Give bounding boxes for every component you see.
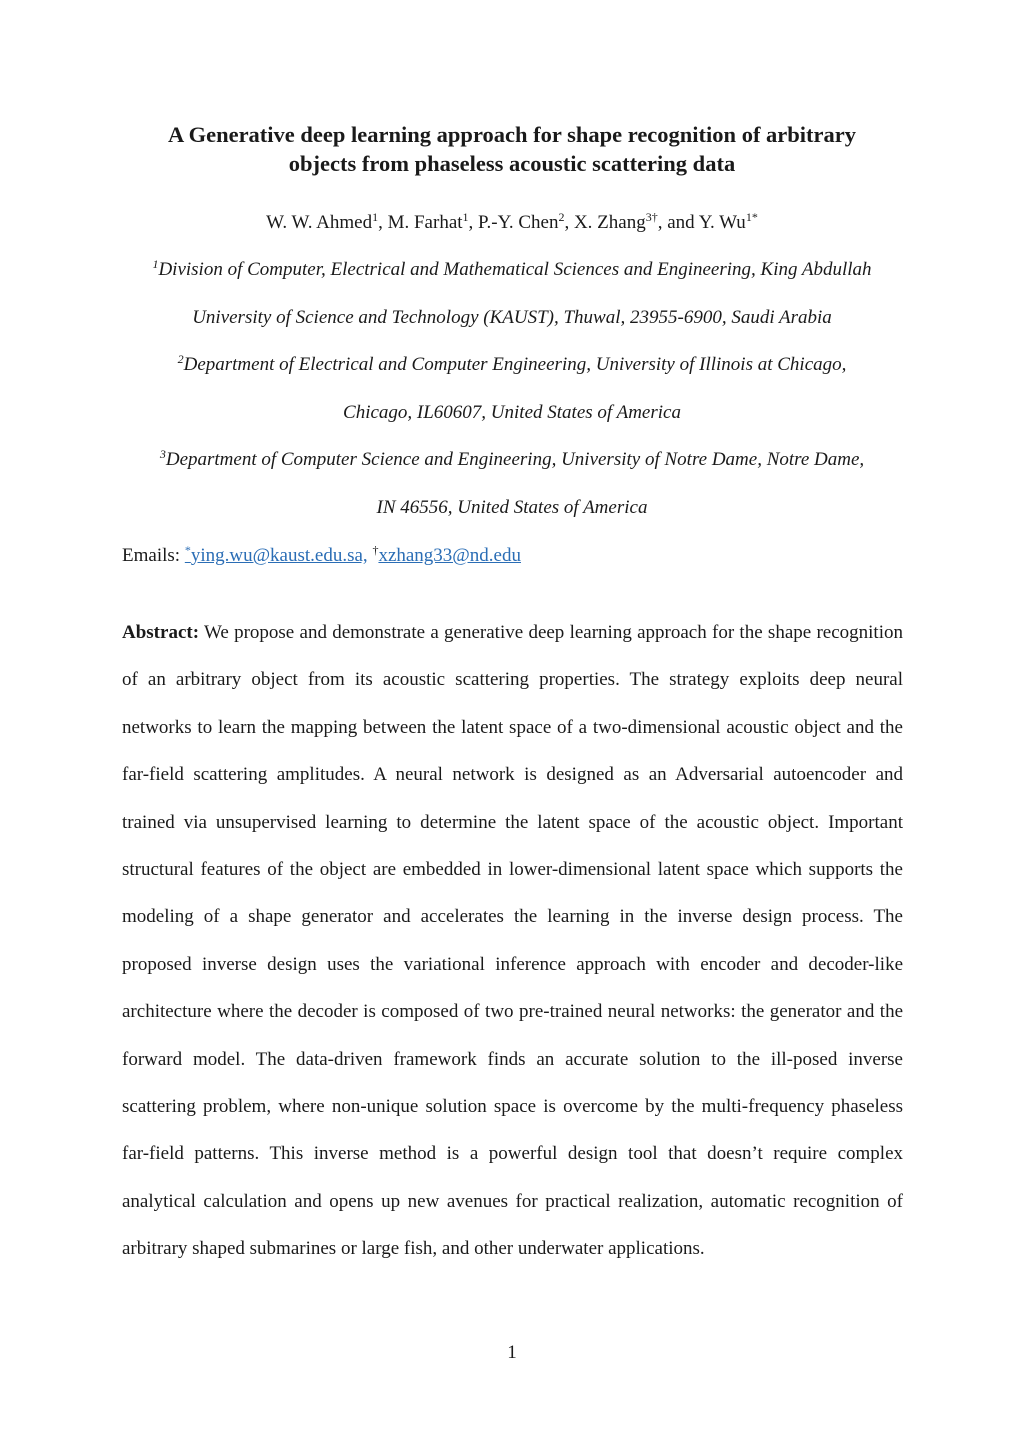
affiliation-text: Department of Electrical and Computer Engineering, University of Illinois at Chicago,	[183, 354, 847, 375]
email-address-1: ying.wu@kaust.edu.sa,	[190, 545, 368, 566]
affiliation-mark: 1	[152, 257, 159, 271]
email-link-1[interactable]	[185, 545, 368, 566]
affiliation-1-line-2: University of Science and Technology (KAUST), Thuwal, 23955-6900, Saudi Arabia	[192, 307, 832, 328]
title-line-2: objects from phaseless acoustic scattering data	[288, 151, 736, 176]
author-separator: ,	[378, 212, 388, 233]
affiliation-text: Department of Computer Science and Engineering, University of Notre Dame, Notre Dame,	[165, 449, 865, 470]
email-mark-1: *	[184, 543, 191, 557]
email-link-2[interactable]: xzhang33@nd.edu	[378, 545, 521, 566]
affiliation-mark: 2	[177, 352, 184, 366]
title-line-1: A Generative deep learning approach for shape recognition of arbitrary	[167, 122, 857, 147]
page-number: 1	[507, 1342, 517, 1363]
paper-title	[100, 120, 924, 178]
emails-label: Emails:	[122, 545, 185, 566]
affiliation-text: Division of Computer, Electrical and Mathematical Sciences and Engineering, King Abdullah	[158, 259, 872, 280]
author-affil-mark: 1	[462, 210, 469, 224]
author-separator: ,	[564, 212, 574, 233]
affiliation-2-line-2: Chicago, IL60607, United States of America	[343, 402, 681, 423]
affiliation-mark: 3	[159, 447, 166, 461]
author-affil-mark: 3†	[645, 210, 658, 224]
abstract-text: We propose and demonstrate a generative deep learning approach for the shape recognition of an arbitrary object from its acoustic scattering properties. The strategy exploits deep neural networks to learn the mapping between the latent space of a two-dimensional acoustic object and the far-field scattering amplitudes. A neural network is designed as an Adversarial autoencoder and trained via unsupervised learning to determine the latent space of the acoustic object. Important structural features of the object are embedded in lower-dimensional latent space which supports the modeling of a shape generator and accelerates the learning in the inverse design process. The proposed inverse design uses the variational inference approach with encoder and decoder-like architecture where the decoder is composed of two pre-trained neural networks: the generator and the forward model. The data-driven framework finds an accurate solution to the ill-posed inverse scattering problem, where non-unique solution space is overcome by the multi-frequency phaseless far-field patterns. This inverse method is a powerful design tool that doesn’t require complex analytical calculation and opens up new avenues for practical realization, automatic recognition of arbitrary shaped submarines or large fish, and other underwater applications.	[122, 622, 903, 1260]
abstract-paragraph	[122, 609, 903, 1273]
emails-line	[122, 542, 521, 570]
author-name: M. Farhat	[387, 212, 463, 233]
abstract-label: Abstract:	[122, 622, 200, 643]
author-name: Y. Wu	[698, 212, 746, 233]
author-separator: , and	[657, 212, 699, 233]
author-affil-mark: 1	[372, 210, 379, 224]
affiliation-2-line-1	[100, 351, 924, 379]
author-separator: ,	[468, 212, 479, 233]
affiliation-3-line-1	[100, 446, 924, 474]
affiliation-3-line-2: IN 46556, United States of America	[376, 497, 648, 518]
email-mark-2: †	[372, 543, 379, 557]
author-list	[100, 209, 924, 237]
author-name: W. W. Ahmed	[266, 212, 373, 233]
affiliation-1-line-1	[100, 256, 924, 284]
author-affil-mark: 2	[558, 210, 565, 224]
author-name: X. Zhang	[573, 212, 646, 233]
author-name: P.-Y. Chen	[478, 212, 559, 233]
author-affil-mark: 1*	[745, 210, 758, 224]
